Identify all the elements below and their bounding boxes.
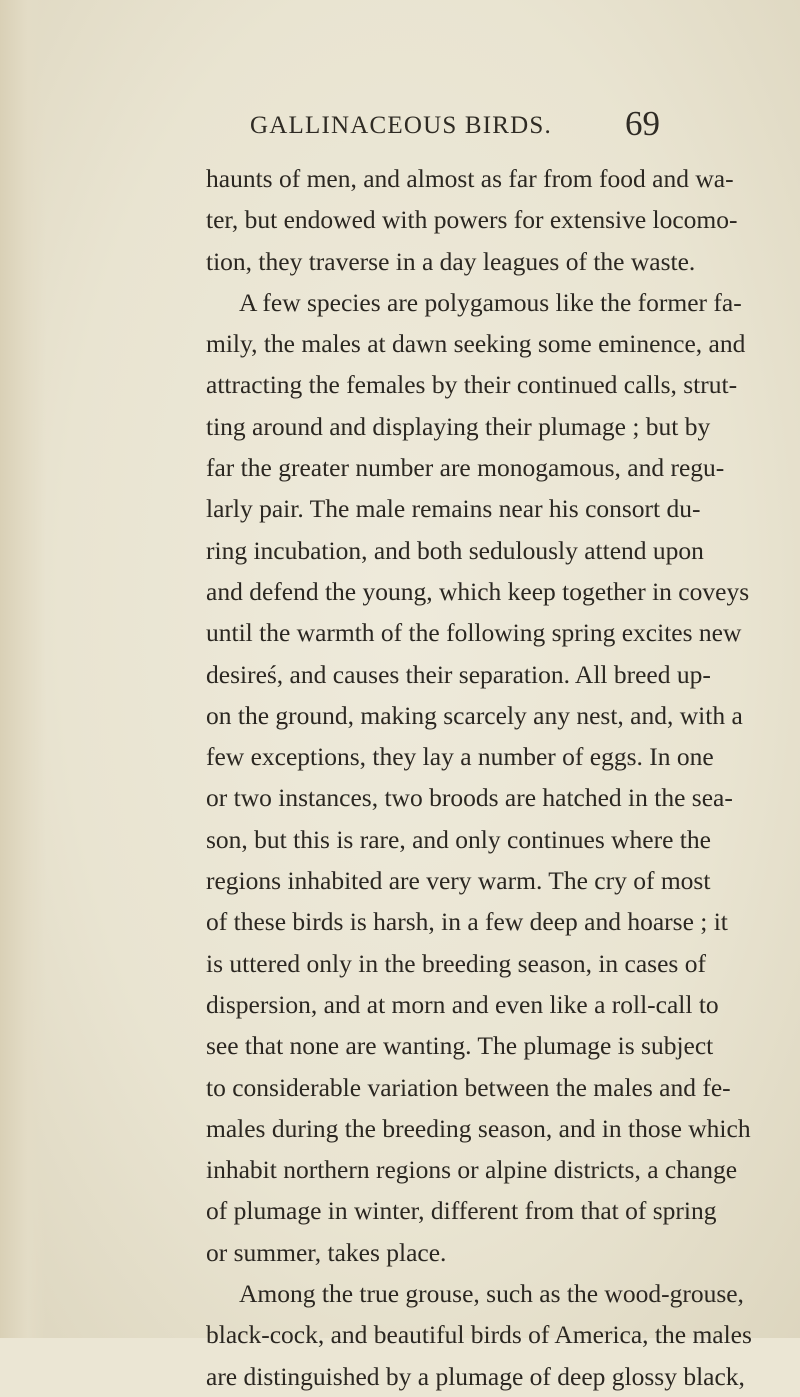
- text-line: to considerable variation between the males and fe-: [206, 1072, 731, 1102]
- text-line: inhabit northern regions or alpine districts, a change: [206, 1155, 738, 1185]
- page-number: 69: [625, 104, 660, 143]
- text-line: and defend the young, which keep together in coveys: [206, 576, 750, 606]
- body-text: [206, 158, 752, 1397]
- text-line: of plumage in winter, different from that of spring: [206, 1196, 717, 1226]
- text-line: ter, but endowed with powers for extensive locomo-: [206, 205, 738, 235]
- paragraph-start-line: Among the true grouse, such as the wood-grouse,: [239, 1279, 744, 1309]
- text-line: mily, the males at dawn seeking some eminence, and: [206, 329, 746, 359]
- text-line: males during the breeding season, and in those which: [206, 1113, 751, 1143]
- text-line: black-cock, and beautiful birds of America, the males: [206, 1320, 752, 1350]
- text-line: son, but this is rare, and only continues where the: [206, 824, 711, 854]
- text-line: see that none are wanting. The plumage is subject: [206, 1031, 714, 1061]
- text-line: haunts of men, and almost as far from food and wa-: [206, 164, 734, 193]
- text-line: ring incubation, and both sedulously attend upon: [206, 535, 704, 565]
- text-line: are distinguished by a plumage of deep glossy black,: [206, 1361, 745, 1391]
- text-line: larly pair. The male remains near his consort du-: [206, 494, 701, 524]
- text-line: tion, they traverse in a day leagues of the waste.: [206, 246, 696, 276]
- text-line: is uttered only in the breeding season, in cases of: [206, 948, 706, 978]
- text-line: dispersion, and at morn and even like a roll-call to: [206, 989, 719, 1019]
- running-head: [250, 100, 660, 144]
- text-line: few exceptions, they lay a number of eggs. In one: [206, 742, 714, 772]
- text-line: far the greater number are monogamous, and regu-: [206, 453, 725, 483]
- text-line: of these birds is harsh, in a few deep and hoarse ; it: [206, 907, 728, 937]
- paragraph-start-line: A few species are polygamous like the former fa-: [239, 287, 742, 317]
- text-line: ting around and displaying their plumage ; but by: [206, 411, 711, 441]
- text-line: or summer, takes place.: [206, 1237, 447, 1267]
- text-line: until the warmth of the following spring excites new: [206, 618, 742, 648]
- text-line: or two instances, two broods are hatched in the sea-: [206, 783, 733, 813]
- text-line: attracting the females by their continued calls, strut-: [206, 370, 738, 400]
- page-gutter-shadow: [0, 0, 46, 1338]
- text-line: on the ground, making scarcely any nest, and, with a: [206, 700, 743, 730]
- text-line: desireś, and causes their separation. All breed up-: [206, 659, 711, 689]
- running-title: GALLINACEOUS BIRDS.: [250, 112, 552, 139]
- text-line: regions inhabited are very warm. The cry of most: [206, 866, 711, 896]
